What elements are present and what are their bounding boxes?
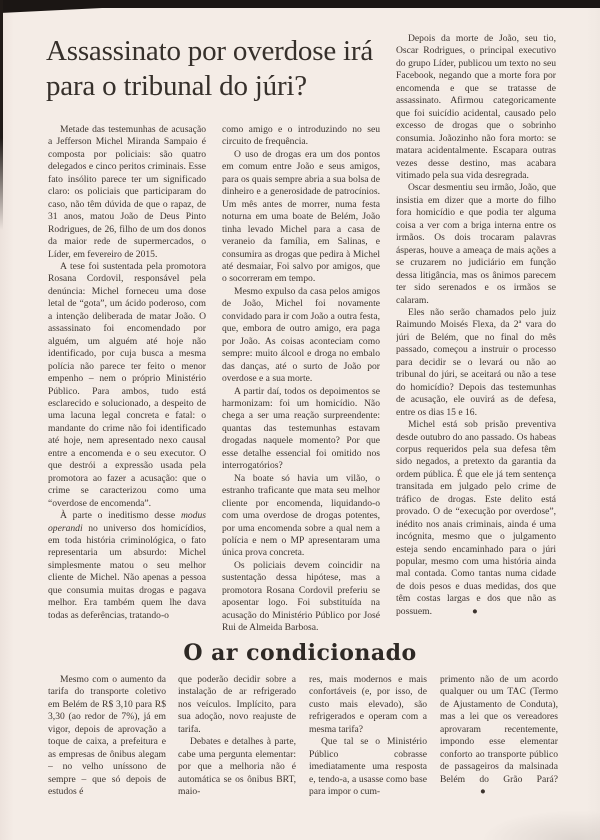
paragraph (48, 510, 206, 622)
paragraph: Metade das testemunhas de acusação a Jefferson Michel Miranda Sampaio é composta por policiais: são quatro delegados e cinco peritos criminais. Esse fato insólito parece ter um significado claro: os policiais que participaram do caso, não têm dúvida de que o rapaz, de 31 anos, matou João de Deus Pinto Rodrigues, de 26, filho de um dos donos da maior rede de supermercados, o Líder, em fevereiro de 2015. (48, 124, 206, 260)
article-ar-column-2 (178, 674, 296, 836)
paragraph (396, 419, 556, 618)
paragraph-text: primento não de um acordo qualquer ou um TAC (Termo de Ajustamento de Conduta), mas a lei que os vereadores aprovaram recentemente, impondo esse elementar conforto ao transporte público de passageiros da malsinada Belém do Grão Pará? (440, 674, 558, 785)
paragraph: Depois da morte de João, seu tio, Oscar Rodrigues, o principal executivo do grupo Líder, publicou um texto no seu Facebook, negando que a morte fora por encomenda e que se tratasse de assassinato. Afirmou categoricamente que foi suicídio acidental, causado pelo excesso de drogas que o sobrinho consumia. Joãozinho não fora morto: se matara acidentalmente. Escapara outras vezes desse destino, mas acabara vitimado pela sua vida desregrada. (396, 33, 556, 181)
scan-edge-left (0, 0, 3, 230)
paragraph: A partir daí, todos os depoimentos se harmonizam: foi um homicídio. Não chega a ser uma reação surpreendente: quantas das testemunhas estavam drogadas naquele momento? Por que esse detalhe essencial foi omitido nos interrogatórios? (222, 385, 380, 472)
paragraph: O uso de drogas era um dos pontos em comum entre João e seus amigos, para os quais sempre abria a sua bolsa de dinheiro e a generosidade de patrocínios. Um mês antes de morrer, numa festa noturna em uma boate de Belém, João tinha levado Michel para a casa de veraneio da família, em Salinas, e consumira as drogas que pedira à Michel até desmaiar, Foi salvo por amigos, que o socorreram em tempo. (222, 148, 380, 285)
end-of-article-bullet-icon: ● (471, 605, 478, 617)
paragraph-text: À parte o ineditismo desse (60, 510, 181, 522)
paragraph: A tese foi sustentada pela promotora Rosana Cordovil, responsável pela denúncia: Michel forneceu uma dose letal de “gota”, um ácido poderoso, com a intenção deliberada de matar João. O assassinato foi encomendado por alguém, um alguém até hoje não identificado, por cuja busca a mesma polícia não parece ter feito o menor empenho – nem o próprio Ministério Público. Para ambos, tudo está esclarecido e solucionado, a despeito de uma lacuna legal concreta e fatal: o mandante do crime não foi identificado até hoje, nem apresentado nexo causal entre a encomenda e o seu executor. O que destrói a expressão usada pela promotora ao fazer a acusação: que o crime se caracterizou como uma “overdose de encomenda”. (48, 260, 206, 509)
paragraph (440, 674, 558, 799)
paragraph: que poderão decidir sobre a instalação de ar refrigerado nos veículos. Implícito, para sua adoção, novo reajuste de tarifa. (178, 674, 296, 735)
italic-latin-phrase: modus operandi (48, 510, 206, 534)
article-ar-column-3 (309, 674, 427, 836)
paragraph-text: Michel está sob prisão preventiva desde outubro do ano passado. Os habeas corpus requeridos pela sua defesa têm sido negados, a pretexto da garantia da ordem pública. É que ele já tem sentença transitada em julgado pelo crime de tráfico de drogas. Este delito está provado. O de “execução por overdose”, inédito nos anais criminais, ainda é uma incógnita, mesmo que o julgamento esteja sendo encaminhado para o júri popular, mesmo com uma história ainda mal contada. Como tantas numa cidade de dois pesos e duas medidas, dos que têm costas largas e dos que não as possuem. (396, 419, 556, 617)
article-ar-headline: O ar condicionado (183, 640, 417, 666)
paragraph: Os policiais devem coincidir na sustentação dessa hipótese, mas a promotora Rosana Cordovil preferiu se aposentar logo. Foi substituída na acusação do Ministério Público por José Rui de Almeida Barbosa. (222, 559, 380, 634)
article-overdose-column-1 (48, 124, 206, 638)
article-ar-column-1 (48, 674, 166, 836)
paragraph: Mesmo expulso da casa pelos amigos de João, Michel foi novamente convidado para ir com João a outra festa, que, embora de outro amigo, era paga por João. As coisas aconteciam como sempre: muito álcool e droga no embalo das danças, até o surto de João por overdose e a sua morte. (222, 285, 380, 385)
article-overdose-headline: Assassinato por overdose irá para o tribunal do júri? (46, 35, 374, 102)
paragraph: Oscar desmentiu seu irmão, João, que insistia em dizer que a morte do filho fora homicídio e que podia ter alguma coisa a ver com a briga interna entre os irmãos. Os dois trocaram palavras ásperas, houve a ameaça de mais ações a se cruzarem no judiciário em função dessa litigância, mas os ânimos parecem ter sido serenados e os irmãos se calaram. (396, 182, 556, 306)
paragraph: Eles não serão chamados pelo juiz Raimundo Moisés Flexa, da 2ª vara do júri de Belém, que no final do mês passado, começou a instruir o processo para decidir se o levará ou não ao tribunal do júri, se aceitará ou não a tese do homicídio? Depois das testemunhas de acusação, ele ouvirá as de defesa, entre os dias 15 e 16. (396, 306, 556, 418)
article-overdose-column-3 (396, 33, 556, 663)
paragraph: res, mais modernos e mais confortáveis (e, por isso, de custo mais elevado), são refrigerados e operam com a mesma tarifa? (309, 674, 427, 735)
paragraph: Mesmo com o aumento da tarifa do transporte coletivo em Belém de R$ 3,10 para R$ 3,30 (ao redor de 7%), já em vigor, depois de aprovação a toque de caixa, a prefeitura e as empresas de ônibus alegam – no velho uníssono de sempre – que só depois de estudos é (48, 674, 166, 798)
article-overdose-column-2 (222, 124, 380, 638)
end-of-article-bullet-icon: ● (480, 786, 486, 798)
article-ar-column-4 (440, 674, 558, 836)
scan-edge-top-left (0, 0, 120, 13)
paragraph: como amigo e o introduzindo no seu circuito de frequência. (222, 124, 380, 148)
paragraph: Debates e detalhes à parte, cabe uma pergunta elementar: por que a melhoria não é automática se os ônibus BRT, maio- (178, 736, 296, 798)
paragraph: Na boate só havia um vilão, o estranho traficante que mata seu melhor cliente por encomenda, liquidando-o com uma overdose de drogas potentes, por uma encomenda sobre a qual nem a polícia e nem o MP apresentaram uma única prova concreta. (222, 472, 380, 559)
paragraph: Que tal se o Ministério Público cobrasse imediatamente uma resposta e, tendo-a, a usasse como base para impor o cum- (309, 736, 427, 798)
paragraph-text: no universo dos homicídios, em toda história criminológica, o fato representaria um absurdo: Michel simplesmente matou o seu melhor cliente de Michel. Não apenas a pessoa que consumia muitas drogas e pagava melhor. Era também quem lhe dava todas as deferências, tratando-o (48, 522, 206, 621)
